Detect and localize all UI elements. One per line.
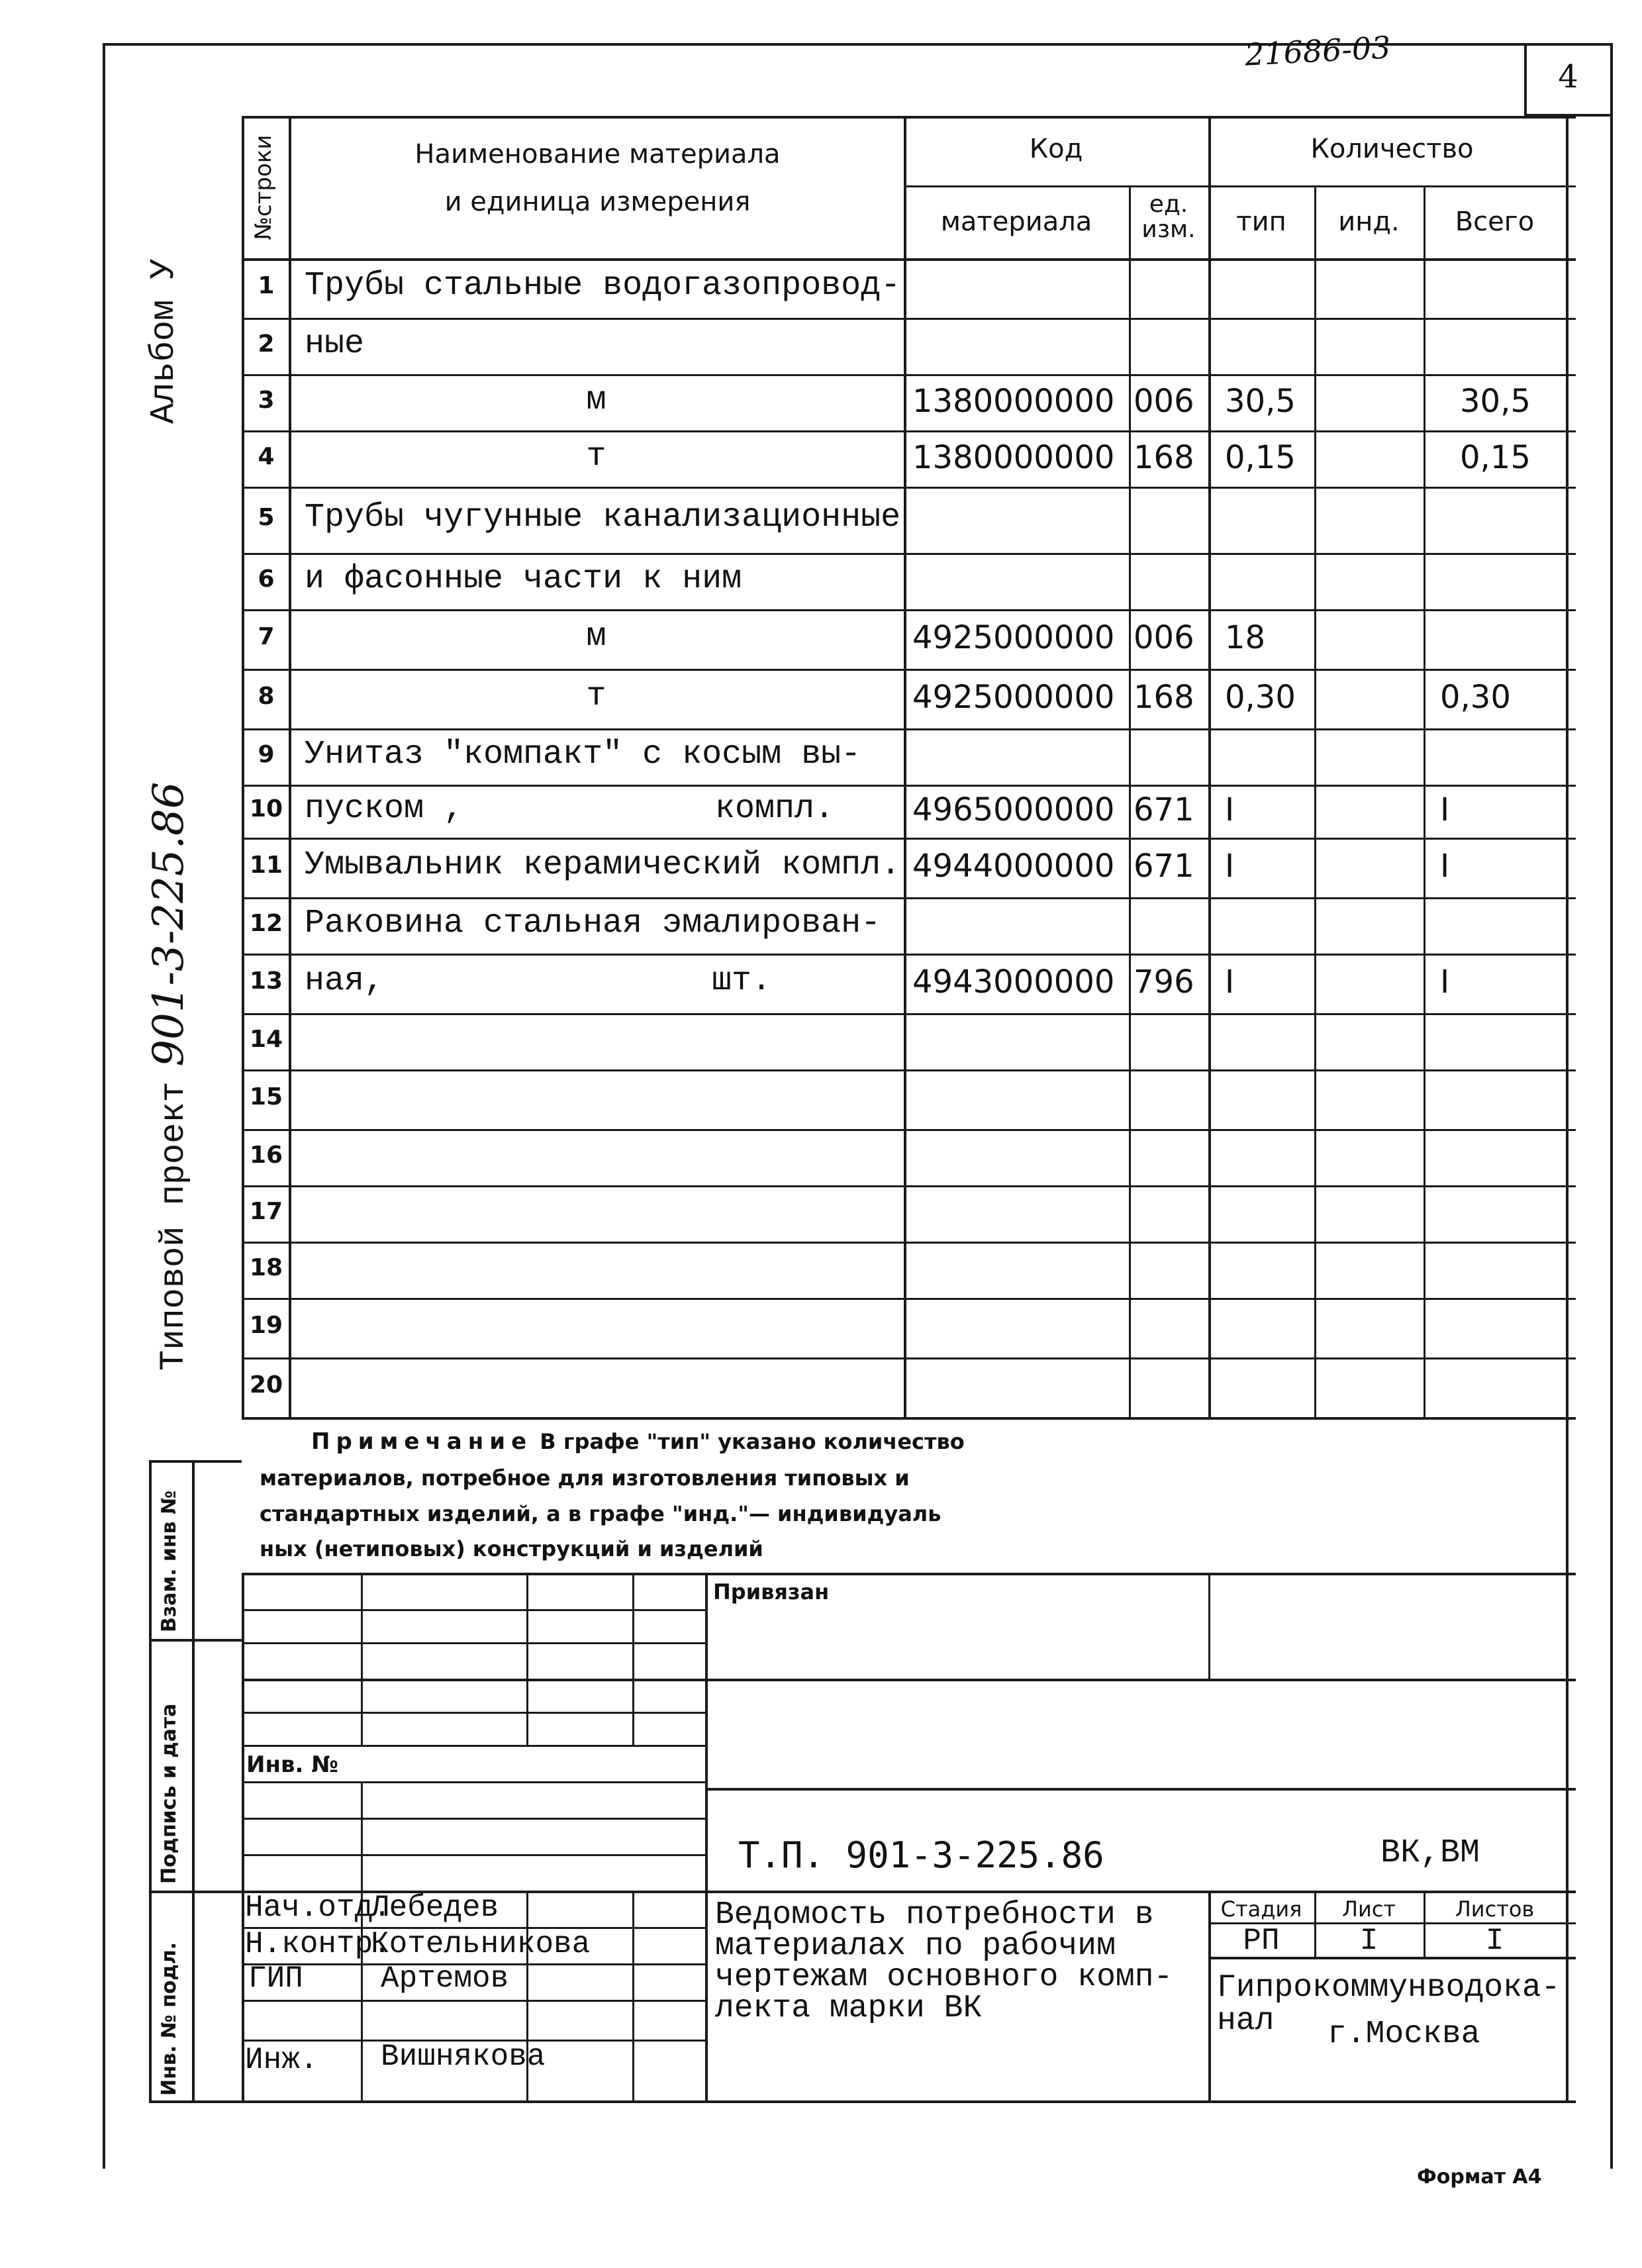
row-separator	[242, 728, 1576, 730]
row-separator	[242, 1013, 1576, 1015]
tb-h13	[242, 2000, 705, 2002]
strip-label-vzam: Взам. инв №	[158, 1490, 181, 1632]
sheet-label: Лист	[1341, 1897, 1396, 1922]
row-name: Трубы чугунные канализационные	[305, 499, 901, 536]
signer-role-4: Инж.	[245, 2043, 318, 2077]
row-total-qty: I	[1440, 848, 1450, 885]
strip-bottom-line	[149, 2100, 1576, 2103]
row-unit-code: 796	[1134, 963, 1194, 1001]
row-unit-name: м	[586, 381, 606, 419]
tb-h3	[242, 1679, 1576, 1681]
strip-top-line	[149, 1460, 242, 1463]
tb-col3b-line	[632, 1891, 634, 2102]
tb-privyazan-right	[1208, 1573, 1210, 1679]
row-number: 17	[249, 1198, 283, 1225]
strip-left-line	[149, 1460, 152, 2102]
row-number: 7	[258, 623, 275, 650]
row-number: 20	[249, 1371, 283, 1399]
row-number: 6	[258, 566, 275, 593]
note-line4: ных (нетиповых) конструкций и изделий	[260, 1536, 763, 1561]
row-number: 14	[249, 1026, 283, 1053]
table-top-line	[242, 116, 1576, 119]
signer-name-2: Котельникова	[371, 1927, 591, 1961]
row-number: 19	[249, 1312, 283, 1339]
signer-role-2: Н.контр.	[245, 1927, 391, 1961]
inv-no-label: Инв. №	[246, 1751, 339, 1778]
row-separator	[242, 1357, 1576, 1359]
row-unit-name: компл.	[715, 790, 835, 828]
org-line2: нал	[1217, 2003, 1275, 2039]
table-bottom-line	[242, 1417, 1576, 1420]
tb-h4	[242, 1712, 705, 1714]
tb-left-line	[242, 1573, 244, 2102]
row-name: Трубы стальные водогазопровод-	[305, 267, 901, 305]
row-number: 15	[249, 1083, 283, 1110]
row-separator	[242, 1185, 1576, 1187]
row-name: пуском ,	[305, 790, 464, 828]
unit-col-line	[1129, 185, 1131, 1417]
row-unit-code: 168	[1134, 439, 1194, 476]
row-unit-code: 006	[1134, 619, 1194, 656]
note-line2: материалов, потребное для изготовления типовых и	[260, 1465, 910, 1491]
row-material-code: 4944000000	[912, 848, 1115, 885]
note-line1	[311, 1428, 965, 1455]
row-type-qty: 0,30	[1225, 679, 1296, 716]
table-right-line	[1566, 116, 1569, 2102]
header-type: тип	[1236, 207, 1286, 237]
row-number: 1	[258, 272, 275, 299]
header-row-no: №строки	[250, 134, 277, 240]
sheets-label: Листов	[1455, 1897, 1535, 1922]
row-type-qty: I	[1225, 963, 1235, 1001]
row-separator	[242, 669, 1576, 671]
header-mid-line	[904, 185, 1576, 187]
strip-inner-line	[192, 1460, 195, 2102]
row-unit-code: 671	[1134, 848, 1194, 885]
project-number: 901-3-225.86	[144, 781, 193, 1067]
row-name: Унитаз "компакт" с косым вы-	[305, 736, 861, 773]
row-separator	[242, 430, 1576, 432]
row-total-qty: I	[1440, 963, 1450, 1001]
frame-right-line	[1610, 43, 1613, 2169]
header-bottom-line	[242, 258, 1576, 261]
row-number: 4	[258, 443, 275, 470]
row-total-qty: 0,30	[1440, 679, 1511, 716]
row-separator	[242, 374, 1576, 376]
row-total-qty: I	[1440, 791, 1450, 828]
header-total: Всего	[1455, 207, 1535, 237]
row-material-code: 4925000000	[912, 679, 1115, 716]
row-separator	[242, 1242, 1576, 1244]
row-separator	[242, 785, 1576, 787]
privyazan-label: Привязан	[713, 1579, 830, 1604]
project-label	[144, 782, 193, 1371]
row-unit-code: 168	[1134, 679, 1194, 716]
stage-label: Стадия	[1220, 1897, 1302, 1922]
row-separator	[242, 1129, 1576, 1131]
row-material-code: 4943000000	[912, 963, 1115, 1001]
archive-number: 21686-03	[1243, 29, 1392, 73]
stage-value: РП	[1243, 1924, 1280, 1958]
tb-h7	[705, 1788, 1576, 1791]
ind-col-line	[1424, 185, 1425, 1417]
sheet-value: I	[1359, 1924, 1378, 1958]
strip-label-signature: Подпись и дата	[158, 1703, 181, 1884]
row-number: 16	[249, 1142, 283, 1169]
row-material-code: 4965000000	[912, 791, 1115, 828]
row-type-qty: 0,15	[1225, 439, 1296, 476]
row-number: 13	[249, 967, 283, 995]
row-separator	[242, 487, 1576, 489]
tb-col3-line	[632, 1573, 634, 1745]
row-name: Раковина стальная эмалирован-	[305, 905, 881, 942]
row-unit-name: т	[586, 677, 606, 715]
code-qty-col-line	[1208, 116, 1211, 1417]
row-separator	[242, 318, 1576, 320]
signer-role-1: Нач.отд.	[245, 1891, 391, 1925]
row-name: Умывальник керамический компл.	[305, 846, 901, 884]
row-separator	[242, 553, 1576, 555]
header-quantity: Количество	[1310, 134, 1474, 164]
tb-top-line	[242, 1573, 1576, 1575]
tb-h5	[242, 1745, 705, 1747]
tb-h8	[242, 1818, 705, 1820]
tb-h6	[242, 1781, 705, 1783]
header-unit: ед. изм.	[1141, 191, 1196, 243]
row-unit-name: шт.	[712, 962, 772, 1000]
note-text1: В графе "тип" указано количество	[540, 1429, 965, 1454]
note-line3: стандартных изделий, а в графе "инд."— индивидуаль	[260, 1501, 942, 1526]
row-number: 5	[258, 504, 275, 531]
row-number: 11	[249, 852, 283, 879]
row-type-qty: 30,5	[1225, 383, 1296, 420]
header-name-line1: Наименование материала	[414, 139, 781, 170]
header-ind: инд.	[1338, 207, 1400, 237]
row-name: ная,	[305, 962, 385, 1000]
row-number: 3	[258, 387, 275, 414]
type-col-line	[1314, 185, 1316, 1417]
tb-h9	[242, 1854, 705, 1856]
tb-col1-line	[361, 1573, 363, 1745]
row-type-qty: I	[1225, 848, 1235, 885]
row-number: 12	[249, 910, 283, 937]
org-line1: Гипрокоммунводока-	[1217, 1970, 1561, 2006]
format-label: Формат А4	[1417, 2165, 1542, 2189]
row-type-qty: I	[1225, 791, 1235, 828]
strip-sep1	[149, 1639, 242, 1642]
doc-title-1: Ведомость потребности в	[715, 1897, 1154, 1933]
header-name-line2: и единица измерения	[444, 187, 751, 217]
signer-name-3: Артемов	[381, 1961, 509, 1996]
row-unit-name: т	[586, 438, 606, 475]
sheets-value: I	[1485, 1924, 1504, 1958]
row-name: ные	[305, 325, 365, 363]
doc-title-4: лекта марки ВК	[715, 1991, 983, 2026]
album-label: Альбом У	[144, 258, 183, 424]
doc-title-3: чертежам основного комп-	[715, 1959, 1173, 1995]
row-material-code: 1380000000	[912, 439, 1115, 476]
org-city: г.Москва	[1328, 2016, 1480, 2052]
rowno-col-line	[289, 116, 291, 1417]
row-number: 9	[258, 741, 275, 768]
doc-code: Т.П. 901-3-225.86	[738, 1834, 1104, 1876]
frame-left-line	[103, 43, 105, 2169]
row-unit-name: м	[586, 618, 606, 656]
row-separator	[242, 609, 1576, 611]
row-total-qty: 30,5	[1460, 383, 1531, 420]
signer-role-3: ГИП	[248, 1961, 303, 1996]
row-material-code: 1380000000	[912, 383, 1115, 420]
page-number: 4	[1558, 58, 1578, 95]
row-separator	[242, 1069, 1576, 1071]
row-number: 10	[249, 795, 283, 822]
row-total-qty: 0,15	[1460, 439, 1531, 476]
row-number: 8	[258, 683, 275, 710]
note-label: Примечание	[311, 1428, 533, 1455]
row-material-code: 4925000000	[912, 619, 1115, 656]
signer-name-1: Лебедев	[371, 1891, 499, 1925]
tb-col4-line	[705, 1573, 708, 2102]
row-name: и фасонные части к ним	[305, 560, 742, 598]
row-separator	[242, 897, 1576, 899]
doc-mark: ВК,ВМ	[1380, 1834, 1480, 1872]
row-number: 2	[258, 330, 275, 358]
row-unit-code: 671	[1134, 791, 1194, 828]
project-prefix: Типовой проект	[154, 1081, 193, 1371]
row-separator	[242, 954, 1576, 956]
strip-label-inv: Инв. № подл.	[158, 1942, 181, 2096]
signer-name-4: Вишнякова	[381, 2040, 546, 2074]
header-material: материала	[940, 207, 1092, 237]
header-code: Код	[1029, 134, 1083, 164]
row-separator	[242, 1298, 1576, 1300]
tb-col2-line	[526, 1573, 528, 1745]
row-unit-code: 006	[1134, 383, 1194, 420]
row-type-qty: 18	[1225, 619, 1266, 656]
doc-title-2: материалах по рабочим	[715, 1928, 1116, 1964]
tb-h1	[242, 1609, 705, 1611]
name-col-line	[904, 116, 906, 1417]
row-number: 18	[249, 1254, 283, 1281]
row-separator	[242, 838, 1576, 840]
tb-h2	[242, 1642, 705, 1644]
